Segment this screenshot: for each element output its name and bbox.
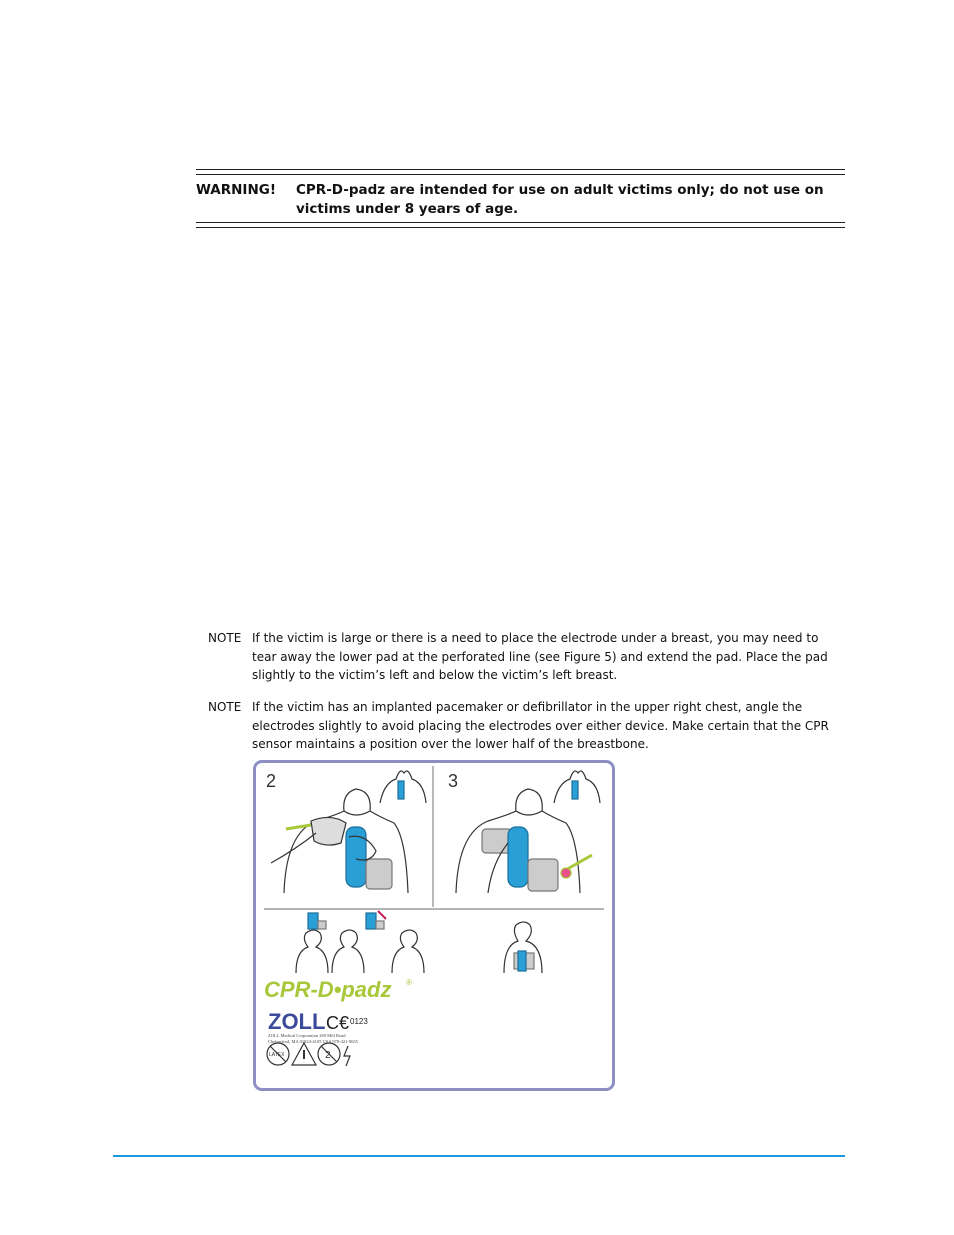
- brand-registered-mark: ®: [406, 978, 412, 987]
- note-text: If the victim has an implanted pacemaker or defibrillator in the upper right chest, angle the electrodes slightly to avoid placing the electrodes over either device. Make certain that the CPR sensor maintains a position over the lower half of the breastbone.: [252, 700, 829, 751]
- warning-rule-top-1: [196, 169, 845, 170]
- electrode-pad-blue: [508, 827, 528, 887]
- warning-label: WARNING!: [196, 182, 276, 198]
- warning-rule-bottom-2: [196, 227, 845, 228]
- warning-text: CPR-D-padz are intended for use on adult victims only; do not use on victims under 8 years of age.: [296, 182, 824, 217]
- step-2-number: 2: [266, 771, 277, 791]
- latex-symbol-text: LATEX: [269, 1052, 285, 1058]
- step-3-number: 3: [448, 771, 459, 791]
- defibrillation-proof-icon: [344, 1046, 350, 1066]
- ce-mark: C€: [326, 1013, 350, 1033]
- ce-number: 0123: [350, 1017, 368, 1026]
- torso-placement: [504, 922, 542, 973]
- peel-arrow-left: [286, 825, 311, 829]
- note-label: NOTE: [208, 700, 242, 714]
- pad-package-illustration: [253, 760, 615, 1091]
- step-3-drawing: [456, 771, 600, 893]
- address-line-1: ZOLL Medical Corporation 269 Mill Road: [268, 1033, 346, 1038]
- address-line-2: Chelmsford, MA 01824-4105 USA 978-421-9655: [268, 1039, 358, 1044]
- footer-rule: [113, 1155, 845, 1157]
- zoll-logo: ZOLL: [268, 1009, 326, 1034]
- single-use-symbol-text: 2: [325, 1050, 331, 1061]
- warning-rule-bottom-1: [196, 222, 845, 223]
- step-2-drawing: [271, 771, 426, 893]
- placement-silhouettes: [296, 911, 424, 973]
- warning-rule-top-2: [196, 174, 845, 175]
- pad-package-drawing: [256, 763, 612, 1088]
- note-text: If the victim is large or there is a need to place the electrode under a breast, you may need to tear away the lower pad at the perforated line (see Figure 5) and extend the pad. Place the pad slightly to the victim’s left and below the victim’s left breast.: [252, 631, 828, 682]
- brand-name: CPR-D•padz: [264, 977, 392, 1002]
- note-label: NOTE: [208, 631, 242, 645]
